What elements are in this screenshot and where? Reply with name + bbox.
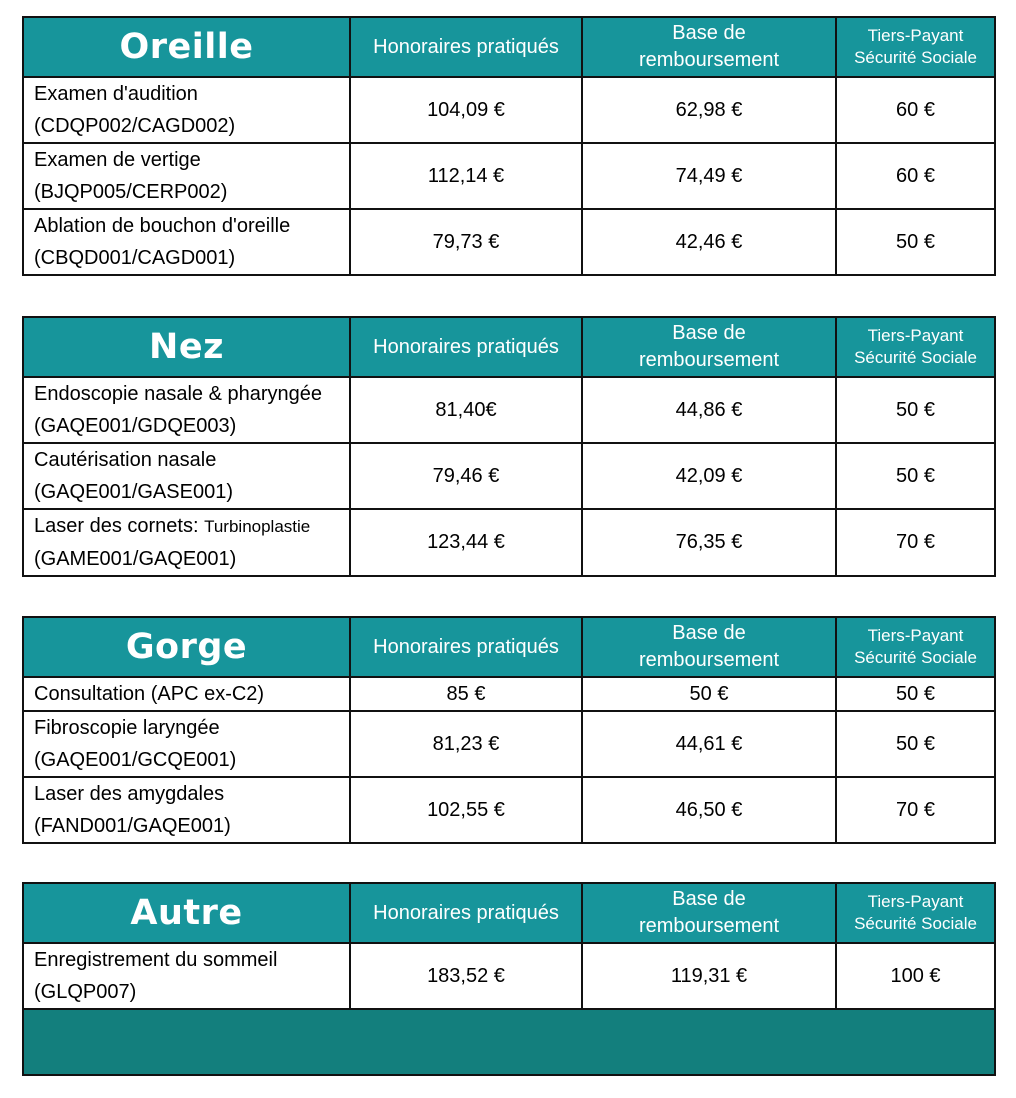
tiers-payant-cell: 60 € <box>836 143 995 209</box>
column-header-honoraires: Honoraires pratiqués <box>350 617 582 677</box>
act-detail: Turbinoplastie <box>204 517 311 536</box>
honoraires-cell: 123,44 € <box>350 509 582 576</box>
act-cell: Examen de vertige (BJQP005/CERP002) <box>23 143 350 209</box>
honoraires-cell: 104,09 € <box>350 77 582 143</box>
tiers-payant-cell: 60 € <box>836 77 995 143</box>
table-row <box>23 943 995 1009</box>
act-cell: Cautérisation nasale (GAQE001/GASE001) <box>23 443 350 509</box>
column-header-honoraires: Honoraires pratiqués <box>350 17 582 77</box>
act-cell: Endoscopie nasale & pharyngée (GAQE001/GDQE003) <box>23 377 350 443</box>
column-header-honoraires: Honoraires pratiqués <box>350 317 582 377</box>
base-cell: 119,31 € <box>582 943 836 1009</box>
act-cell: Laser des cornets: Turbinoplastie (GAME001/GAQE001) <box>23 509 350 576</box>
section-title: Oreille <box>23 17 350 77</box>
column-header-honoraires: Honoraires pratiqués <box>350 883 582 943</box>
table-row <box>23 209 995 275</box>
column-header-base: Base de remboursement <box>582 17 836 77</box>
table-header-row <box>23 317 995 377</box>
honoraires-cell: 79,73 € <box>350 209 582 275</box>
tiers-payant-cell: 50 € <box>836 209 995 275</box>
base-cell: 44,61 € <box>582 711 836 777</box>
footer-band <box>23 1009 995 1075</box>
tiers-payant-cell: 50 € <box>836 443 995 509</box>
table-row <box>23 77 995 143</box>
table-header-row <box>23 617 995 677</box>
honoraires-cell: 112,14 € <box>350 143 582 209</box>
table-gorge <box>22 616 996 844</box>
column-header-base: Base de remboursement <box>582 883 836 943</box>
table-row <box>23 777 995 843</box>
tiers-payant-cell: 50 € <box>836 711 995 777</box>
table-header-row <box>23 17 995 77</box>
table-row <box>23 443 995 509</box>
table-row <box>23 143 995 209</box>
column-header-tiers-payant: Tiers-Payant Sécurité Sociale <box>836 883 995 943</box>
column-header-tiers-payant: Tiers-Payant Sécurité Sociale <box>836 317 995 377</box>
column-header-base: Base de remboursement <box>582 617 836 677</box>
base-cell: 46,50 € <box>582 777 836 843</box>
act-cell: Fibroscopie laryngée (GAQE001/GCQE001) <box>23 711 350 777</box>
table-nez <box>22 316 996 577</box>
section-title: Gorge <box>23 617 350 677</box>
base-cell: 62,98 € <box>582 77 836 143</box>
honoraires-cell: 81,23 € <box>350 711 582 777</box>
tiers-payant-cell: 70 € <box>836 777 995 843</box>
section-title: Autre <box>23 883 350 943</box>
column-header-tiers-payant: Tiers-Payant Sécurité Sociale <box>836 17 995 77</box>
tiers-payant-cell: 70 € <box>836 509 995 576</box>
honoraires-cell: 183,52 € <box>350 943 582 1009</box>
footer-band-cell <box>23 1009 995 1075</box>
base-cell: 44,86 € <box>582 377 836 443</box>
base-cell: 50 € <box>582 677 836 711</box>
table-row <box>23 377 995 443</box>
table-row <box>23 711 995 777</box>
table-header-row <box>23 883 995 943</box>
column-header-tiers-payant: Tiers-Payant Sécurité Sociale <box>836 617 995 677</box>
tiers-payant-cell: 50 € <box>836 677 995 711</box>
table-row <box>23 677 995 711</box>
honoraires-cell: 79,46 € <box>350 443 582 509</box>
table-row <box>23 509 995 576</box>
honoraires-cell: 102,55 € <box>350 777 582 843</box>
act-cell: Enregistrement du sommeil (GLQP007) <box>23 943 350 1009</box>
base-cell: 42,46 € <box>582 209 836 275</box>
act-cell: Ablation de bouchon d'oreille (CBQD001/CAGD001) <box>23 209 350 275</box>
honoraires-cell: 85 € <box>350 677 582 711</box>
section-title: Nez <box>23 317 350 377</box>
column-header-base: Base de remboursement <box>582 317 836 377</box>
honoraires-cell: 81,40€ <box>350 377 582 443</box>
act-cell: Consultation (APC ex-C2) <box>23 677 350 711</box>
act-cell: Laser des amygdales (FAND001/GAQE001) <box>23 777 350 843</box>
table-oreille <box>22 16 996 276</box>
table-autre <box>22 882 996 1076</box>
tiers-payant-cell: 100 € <box>836 943 995 1009</box>
base-cell: 42,09 € <box>582 443 836 509</box>
tiers-payant-cell: 50 € <box>836 377 995 443</box>
base-cell: 74,49 € <box>582 143 836 209</box>
act-cell: Examen d'audition (CDQP002/CAGD002) <box>23 77 350 143</box>
base-cell: 76,35 € <box>582 509 836 576</box>
